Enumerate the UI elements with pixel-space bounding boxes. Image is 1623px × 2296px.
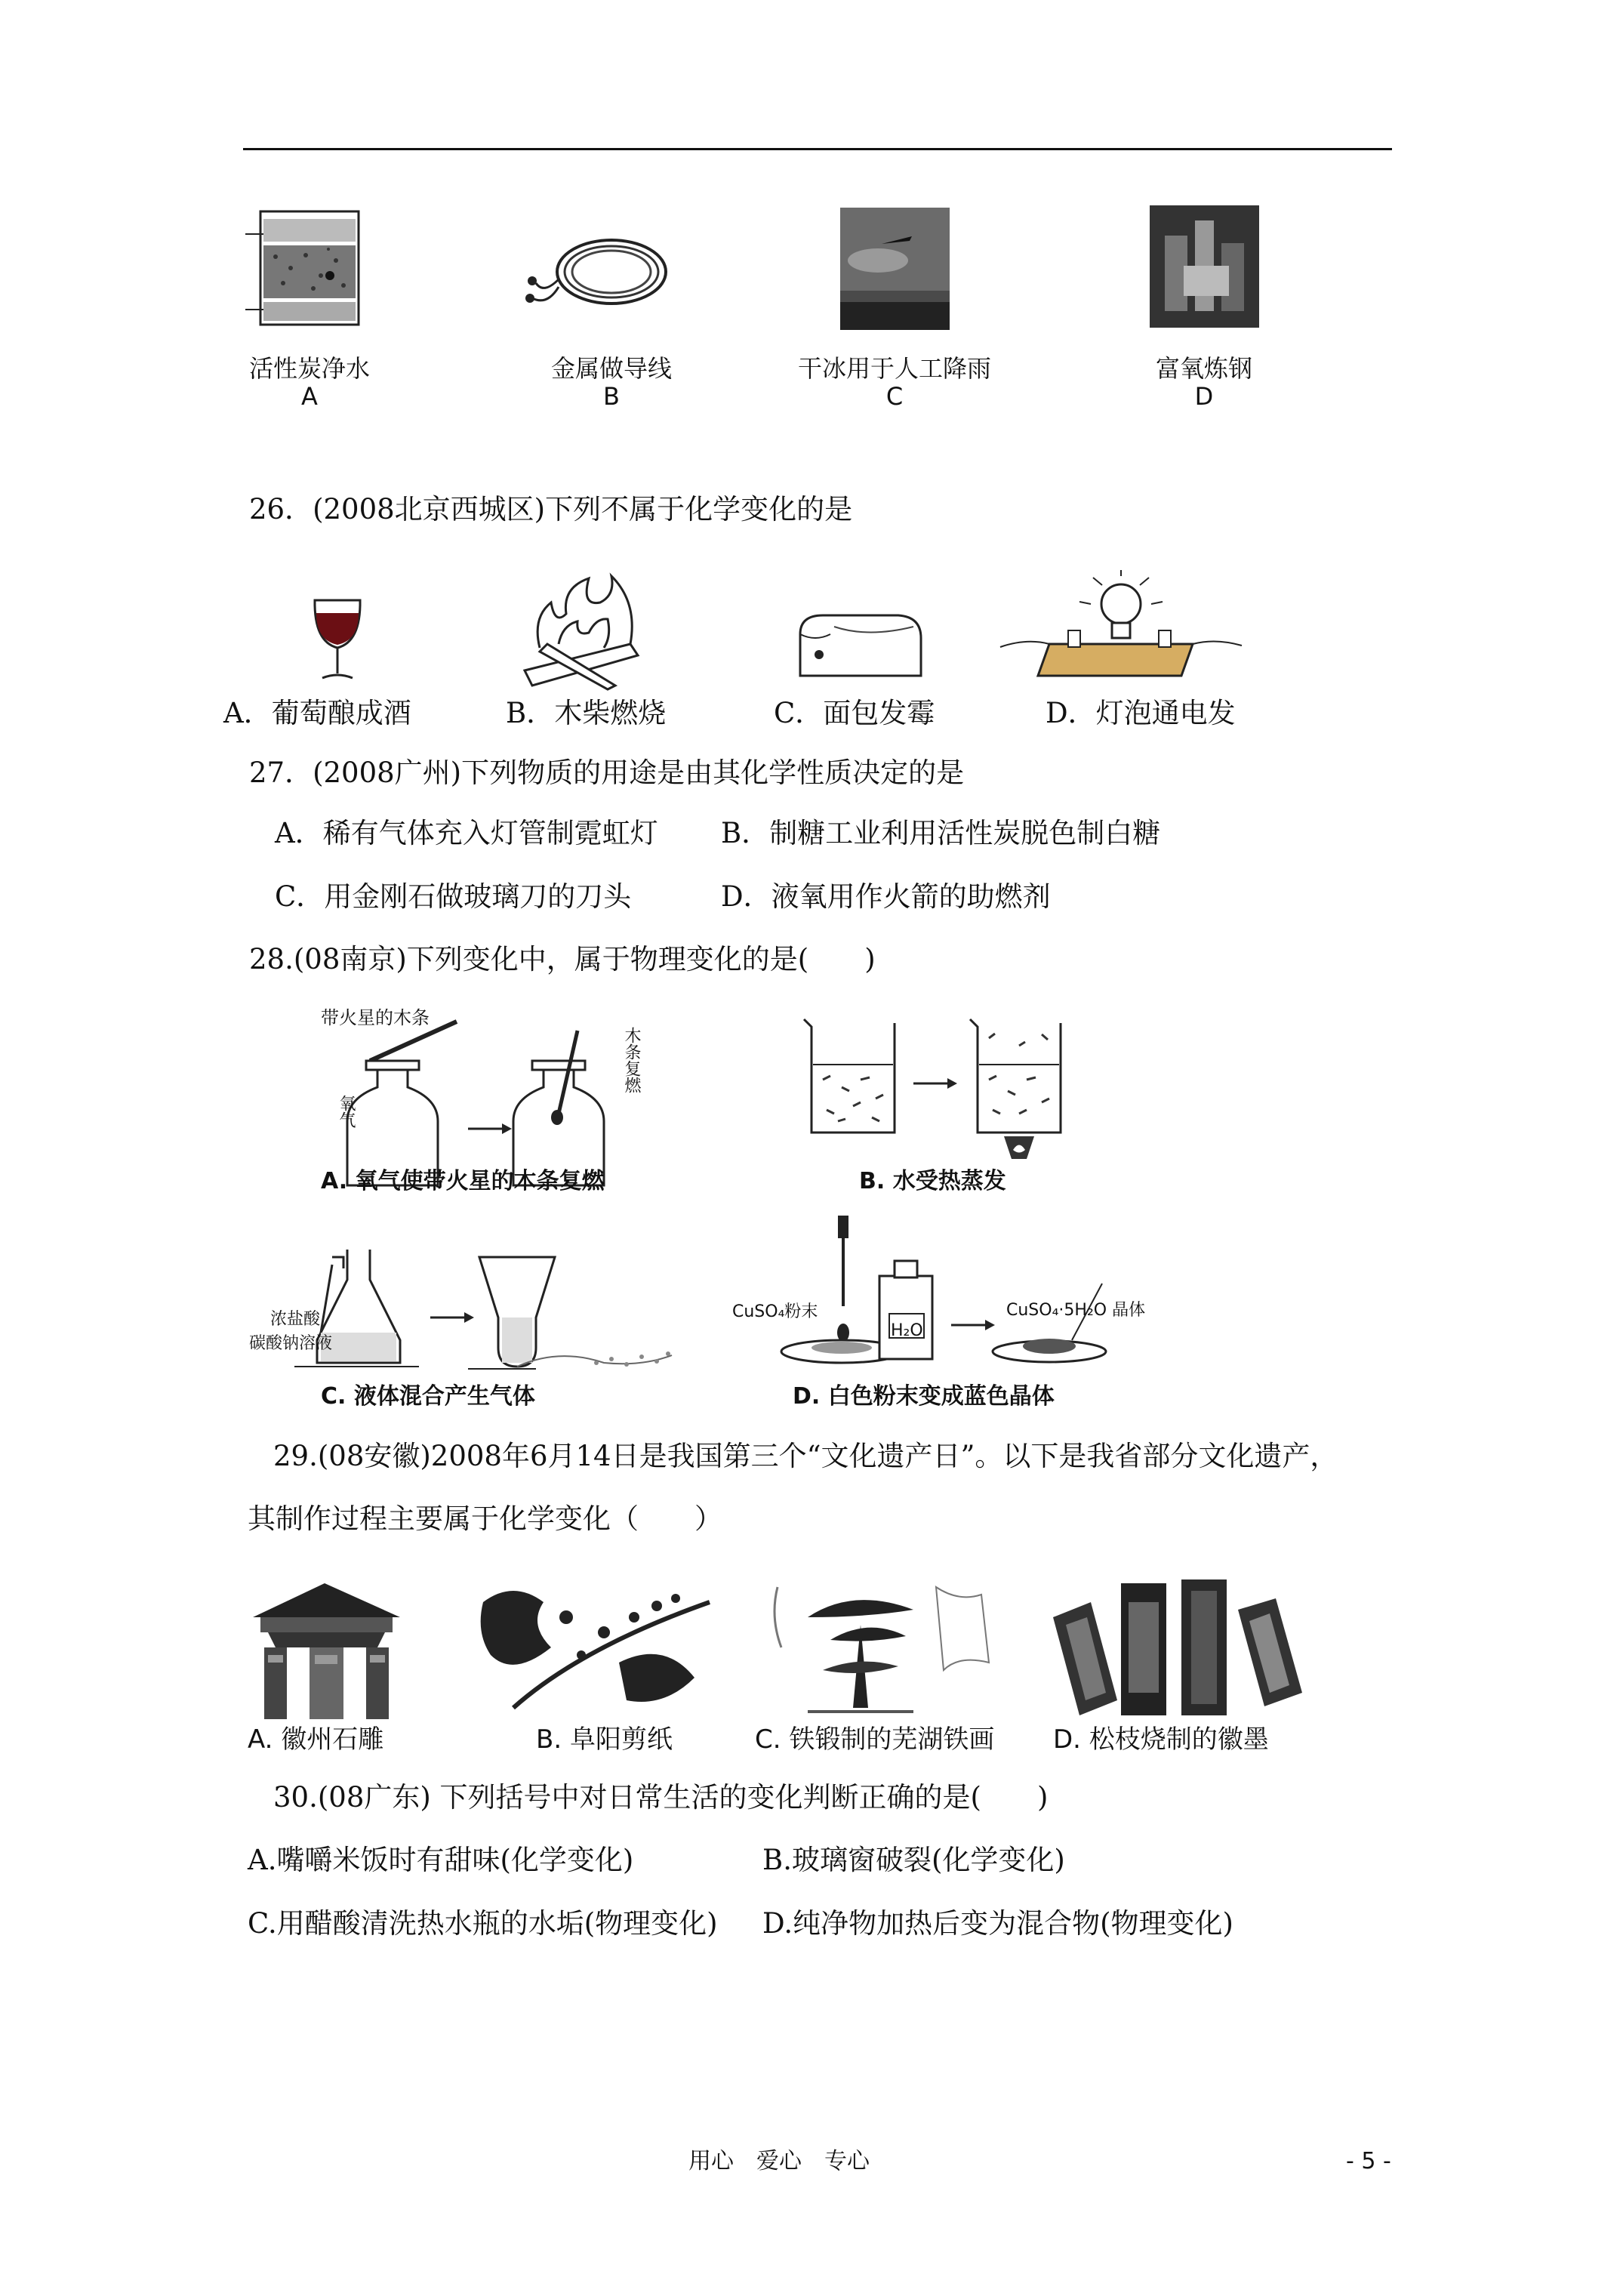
q29-caption-a: A. 徽州石雕 <box>248 1724 384 1755</box>
question-30-stem: 30.(08广东) 下列括号中对日常生活的变化判断正确的是( ) <box>273 1781 1049 1814</box>
q30-option-b: B.玻璃窗破裂(化学变化) <box>762 1844 1065 1876</box>
q30-option-a: A.嘴嚼米饭时有甜味(化学变化) <box>248 1844 634 1876</box>
figure-letter: C <box>885 382 904 411</box>
label-glowing-splint: 带火星的木条 <box>321 1007 430 1028</box>
page-number: - 5 - <box>1346 2148 1391 2174</box>
fuyang-paper-cut-photo <box>468 1572 728 1721</box>
label-splint-reignites: 木条复燃 <box>622 1027 641 1093</box>
q30-option-c: C.用醋酸清洗热水瓶的水垢(物理变化) <box>248 1907 718 1940</box>
metal-wire-coil-figure <box>521 227 672 321</box>
question-27-stem: 27．(2008广州)下列物质的用途是由其化学性质决定的是 <box>249 757 965 789</box>
q27-option-d: D．液氧用作火箭的助燃剂 <box>721 880 1051 913</box>
q29-caption-d: D. 松枝烧制的徽墨 <box>1053 1724 1269 1755</box>
label-conc-hcl: 浓盐酸 <box>270 1310 321 1329</box>
oxygen-steelmaking-photo <box>1150 205 1259 328</box>
q26-option-d: D．灯泡通电发 <box>1046 697 1236 729</box>
q29-caption-c: C. 铁锻制的芜湖铁画 <box>755 1724 995 1755</box>
copper-sulfate-figure <box>755 1212 1140 1378</box>
figure-caption: 金属做导线 <box>550 354 672 383</box>
header-rule <box>243 148 1392 150</box>
activated-carbon-filter-figure <box>245 204 374 328</box>
wuhu-iron-painting-photo <box>762 1572 1000 1721</box>
label-cuso4-powder: CuSO₄粉末 <box>732 1302 818 1321</box>
burning-wood-icon <box>517 572 645 689</box>
q27-option-b: B．制糖工业利用活性炭脱色制白糖 <box>721 817 1161 849</box>
question-29-stem-line1: 29.(08安徽)2008年6月14日是我国第三个“文化遗产日”。以下是我省部分文化遗产， <box>273 1440 1338 1472</box>
q28-caption-b: B. 水受热蒸发 <box>859 1168 1006 1194</box>
figure-caption: 干冰用于人工降雨 <box>797 354 991 383</box>
figure-letter: A <box>301 382 318 411</box>
q28-caption-a: A. 氧气使带火星的木条复燃 <box>321 1168 605 1194</box>
q26-option-c: C．面包发霉 <box>774 697 935 729</box>
q27-option-a: A．稀有气体充入灯管制霓虹灯 <box>275 817 658 849</box>
label-oxygen: 氧气 <box>337 1095 356 1128</box>
water-evaporation-figure <box>800 1015 1079 1166</box>
q26-option-a: A．葡萄酿成酒 <box>223 697 411 729</box>
huizhou-stone-carving-photo <box>245 1572 408 1721</box>
q29-caption-b: B. 阜阳剪纸 <box>536 1724 673 1755</box>
q27-option-c: C．用金刚石做玻璃刀的刀头 <box>275 880 632 913</box>
q28-caption-d: D. 白色粉末变成蓝色晶体 <box>793 1383 1055 1410</box>
q26-option-b: B．木柴燃烧 <box>506 697 667 729</box>
label-sodium-carbonate: 碳酸钠溶液 <box>249 1334 333 1353</box>
figure-caption: 富氧炼钢 <box>1155 354 1252 383</box>
footer-motto: 用心 爱心 专心 <box>688 2148 870 2174</box>
dry-ice-rain-photo <box>840 208 950 330</box>
figure-caption: 活性炭净水 <box>248 354 370 383</box>
huizhou-ink-stick-photo <box>1049 1572 1306 1721</box>
label-cuso4-crystal: CuSO₄·5H₂O 晶体 <box>1006 1301 1146 1320</box>
q28-caption-c: C. 液体混合产生气体 <box>321 1383 535 1410</box>
q30-option-d: D.纯净物加热后变为混合物(物理变化) <box>762 1907 1233 1940</box>
question-29-stem-line2: 其制作过程主要属于化学变化（ ） <box>248 1502 722 1535</box>
light-bulb-circuit-icon <box>996 570 1246 687</box>
gas-generation-figure <box>287 1234 679 1385</box>
question-26-stem: 26．(2008北京西城区)下列不属于化学变化的是 <box>249 493 853 525</box>
question-28-stem: 28.(08南京)下列变化中，属于物理变化的是( ) <box>249 943 876 975</box>
wine-glass-icon <box>311 596 364 683</box>
label-water-bottle: H₂O <box>891 1321 923 1340</box>
figure-letter: D <box>1194 382 1214 411</box>
moldy-bread-icon <box>793 608 929 683</box>
figure-letter: B <box>603 382 620 411</box>
